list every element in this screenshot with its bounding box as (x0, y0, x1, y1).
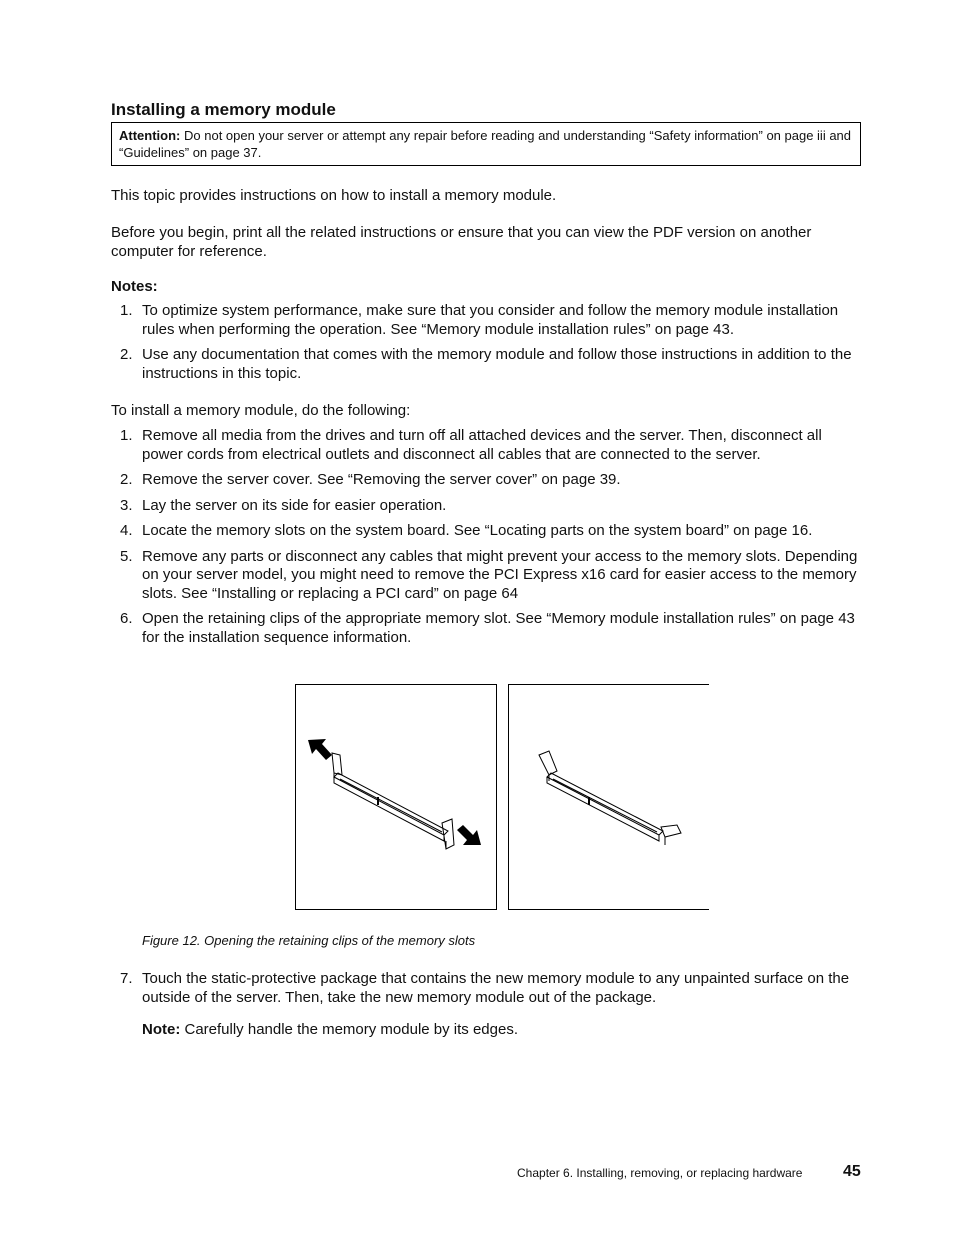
step-text: Remove any parts or disconnect any cables that might prevent your access to the memory slots. Depending on your server model, you might need to remove the PCI Express x16 card for easier access to the memory slots. See “Installing or replacing a PCI card” on page 64 (142, 547, 858, 602)
step-number: 4. (120, 522, 133, 539)
step-text: Lay the server on its side for easier operation. (142, 496, 447, 514)
step-number: 7. (120, 970, 133, 987)
intro-paragraph-1: This topic provides instructions on how to install a memory module. (111, 187, 557, 204)
step-text: Remove all media from the drives and turn off all attached devices and the server. Then, disconnect all power cords from electrical outlets and disconnect all cables that are connected to the server. (142, 427, 822, 463)
note-number: 1. (120, 302, 133, 319)
steps-list (111, 427, 863, 654)
step-item (111, 970, 863, 1007)
step-number: 6. (120, 610, 133, 627)
step-item (111, 497, 863, 516)
figure-panel-clips-open (508, 684, 709, 910)
step-text: Locate the memory slots on the system board. See “Locating parts on the system board” on page 16. (142, 522, 813, 539)
figure-panel-clips-opening (295, 684, 497, 910)
step-note-text: Carefully handle the memory module by its edges. (184, 1021, 519, 1038)
step-text: Remove the server cover. See “Removing the server cover” on page 39. (142, 471, 621, 488)
note-item (111, 346, 863, 383)
note-number: 2. (120, 346, 133, 363)
note-text: Use any documentation that comes with the memory module and follow those instructions in addition to the instructions in this topic. (142, 346, 852, 382)
memory-slot-open-illustration (509, 685, 709, 909)
step-item (111, 427, 863, 464)
attention-box (111, 122, 861, 166)
note-item (111, 302, 863, 339)
attention-label: Attention: (119, 128, 181, 143)
procedure-intro: To install a memory module, do the following: (111, 402, 411, 419)
arrow-down-right-icon (457, 825, 481, 845)
steps-list-continued (111, 970, 863, 1014)
attention-text: Do not open your server or attempt any repair before reading and understanding “Safety information” on page iii and “Guidelines” on page 37. (119, 128, 852, 160)
step-item (111, 471, 863, 490)
notes-title: Notes: (111, 278, 158, 295)
intro-paragraph-2: Before you begin, print all the related instructions or ensure that you can view the PDF version on another computer for reference. (111, 224, 812, 260)
footer-chapter: Chapter 6. Installing, removing, or replacing hardware (517, 1166, 803, 1180)
notes-list (111, 302, 863, 390)
step-number: 5. (120, 547, 133, 565)
step-item (111, 522, 863, 541)
note-text: To optimize system performance, make sure that you consider and follow the memory module installation rules when performing the operation. See “Memory module installation rules” on page 43. (142, 302, 839, 338)
step-number: 2. (120, 471, 133, 488)
step-item (111, 548, 863, 604)
step-number: 1. (120, 427, 133, 444)
arrow-up-left-icon (308, 739, 332, 760)
step-note (142, 1021, 518, 1038)
section-title: Installing a memory module (111, 100, 336, 119)
figure-caption: Figure 12. Opening the retaining clips of the memory slots (142, 933, 476, 948)
step-text: Touch the static-protective package that contains the new memory module to any unpainted surface on the outside of the server. Then, take the new memory module out of the package. (142, 970, 850, 1006)
step-note-label: Note: (142, 1021, 181, 1038)
memory-slot-open-arrows-illustration (296, 685, 496, 909)
step-item (111, 610, 863, 647)
page-number: 45 (843, 1163, 861, 1180)
step-text: Open the retaining clips of the appropriate memory slot. See “Memory module installation rules” on page 43 for the installation sequence information. (142, 610, 855, 646)
step-number: 3. (120, 496, 133, 514)
